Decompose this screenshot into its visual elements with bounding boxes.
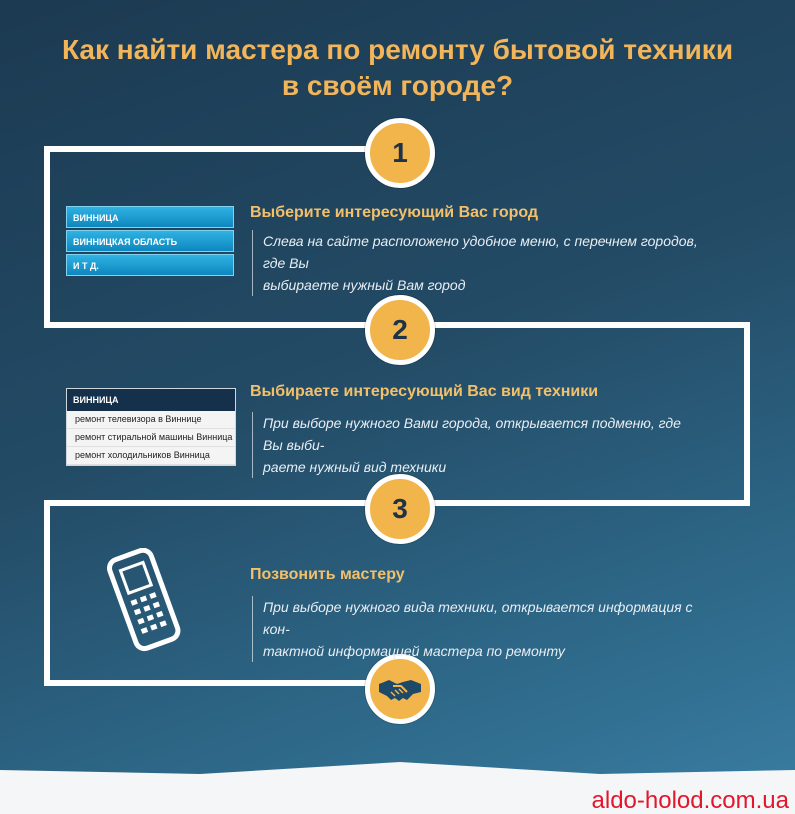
- path-segment: [44, 500, 50, 686]
- city-menu-item[interactable]: ВИННИЦА: [66, 206, 234, 228]
- step-3-title: Позвонить мастеру: [250, 566, 405, 583]
- step-1-desc-line: выбираете нужный Вам город: [263, 277, 466, 293]
- step-1-title: Выберите интересующий Вас город: [250, 204, 539, 221]
- city-menu-item[interactable]: И Т Д.: [66, 254, 234, 276]
- path-segment: [44, 680, 398, 686]
- submenu-item[interactable]: ремонт холодильников Винница: [67, 447, 235, 465]
- page-title-line-1: Как найти мастера по ремонту бытовой техники: [61, 34, 734, 65]
- step-3-desc-line: тактной информацией мастера по ремонту: [263, 643, 565, 659]
- step-3-description: [252, 596, 703, 662]
- city-menu: [66, 206, 234, 278]
- step-1-desc-line: Слева на сайте расположено удобное меню, с перечнем городов, где Вы: [263, 233, 698, 271]
- path-segment: [744, 322, 750, 506]
- step-2-desc-line: раете нужный вид техники: [263, 459, 447, 475]
- path-segment: [44, 146, 398, 152]
- step-2-desc-line: При выборе нужного Вами города, открывается подменю, где Вы выби-: [263, 415, 681, 453]
- step-2-number: 2: [365, 295, 435, 365]
- city-menu-item[interactable]: ВИННИЦКАЯ ОБЛАСТЬ: [66, 230, 234, 252]
- handshake-circle: [365, 654, 435, 724]
- step-1-description: [252, 230, 703, 296]
- site-watermark: aldo-holod.com.ua: [591, 787, 789, 814]
- mobile-phone-icon: [100, 548, 190, 652]
- handshake-icon: [377, 674, 423, 704]
- submenu-header[interactable]: ВИННИЦА: [67, 389, 235, 411]
- step-1-number: 1: [365, 118, 435, 188]
- step-3-number: 3: [365, 474, 435, 544]
- submenu-item[interactable]: ремонт стиральной машины Винница: [67, 429, 235, 447]
- city-submenu: [66, 388, 236, 466]
- page-title-line-2: в своём городе?: [281, 70, 514, 101]
- step-2-description: [252, 412, 703, 478]
- step-2-title: Выбираете интересующий Вас вид техники: [250, 383, 599, 400]
- submenu-item[interactable]: ремонт телевизора в Виннице: [67, 411, 235, 429]
- path-segment: [44, 146, 50, 328]
- step-3-desc-line: При выборе нужного вида техники, открывается информация с кон-: [263, 599, 693, 637]
